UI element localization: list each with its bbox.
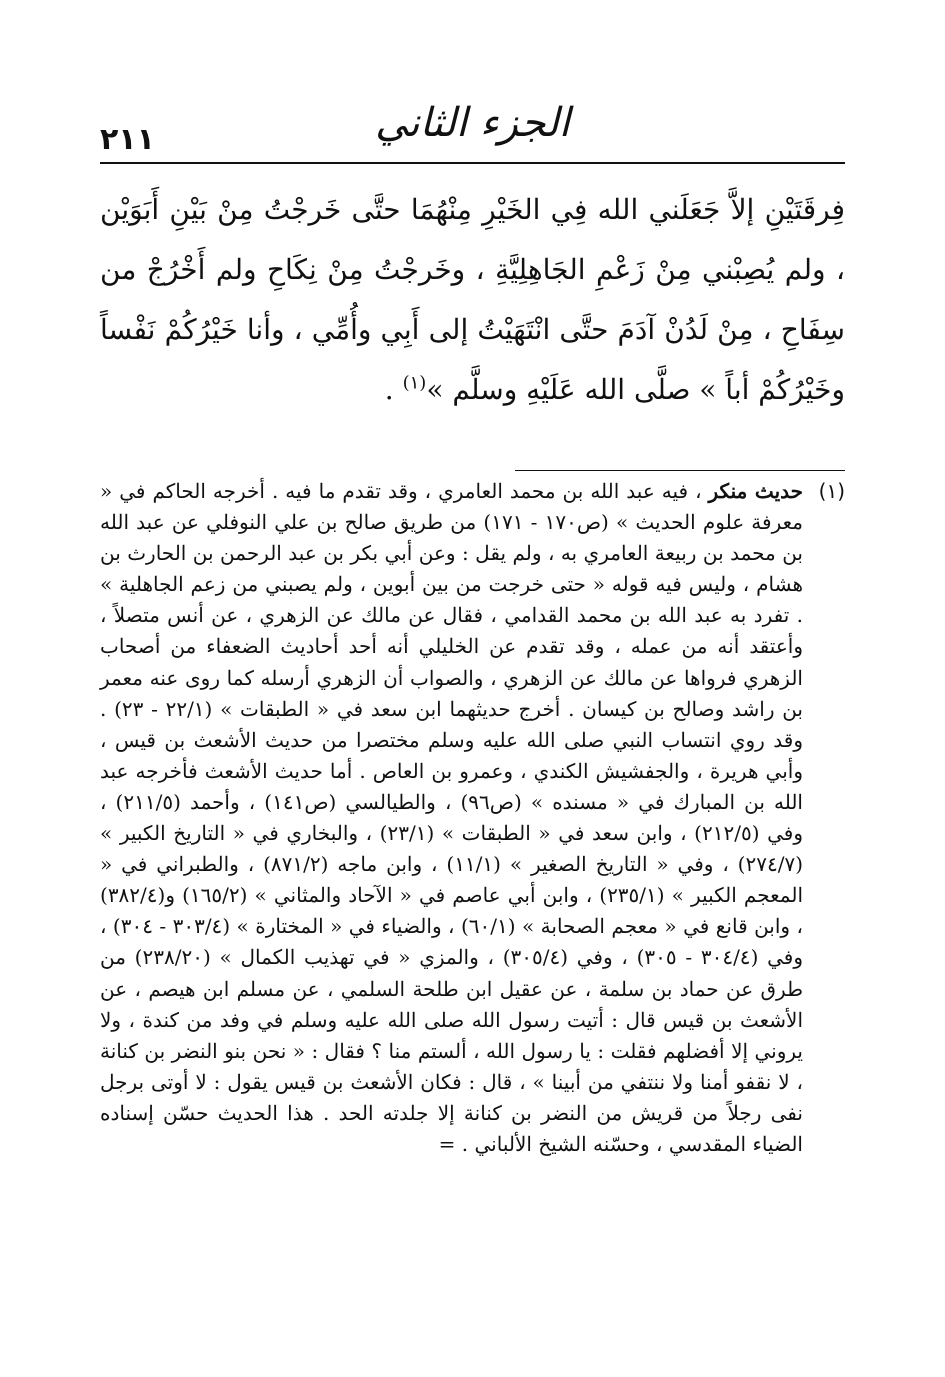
- footnote: [100, 476, 845, 1160]
- footnote-text: ، فيه عبد الله بن محمد العامري ، وقد تقدم ما فيه . أخرجه الحاكم في « معرفة علوم الحديث » (ص١٧٠ - ١٧١) من طريق صالح بن علي النوفلي عن عبد الله بن محمد بن ربيعة العامري به ، ولم يقل : وعن أبي بكر بن عبد الرحمن بن الحارث بن هشام ، وليس فيه قوله « حتى خرجت من بين أبوين ، ولم يصبني من زعم الجاهلية » . تفرد به عبد الله بن محمد القدامي ، فقال عن مالك عن الزهري ، عن أنس متصلاً ، وأعتقد أنه من عمله ، وقد تقدم عن الخليلي أنه أحد أحاديث الضعفاء من أصحاب الزهري فرواها عن مالك عن الزهري ، والصواب أن الزهري أرسله كما روى عنه معمر بن راشد وصالح بن كيسان . أخرج حديثهما ابن سعد في « الطبقات » (٢٢/١ - ٢٣) . وقد روي انتساب النبي صلى الله عليه وسلم مختصرا من حديث الأشعث بن قيس ، وأبي هريرة ، والجفشيش الكندي ، وعمرو بن العاص . أما حديث الأشعث فأخرجه عبد الله بن المبارك في « مسنده » (ص٩٦) ، والطيالسي (ص١٤١) ، وأحمد (٢١١/٥) ، وفي (٢١٢/٥) ، وابن سعد في « الطبقات » (٢٣/١) ، والبخاري في « التاريخ الكبير » (٢٧٤/٧) ، وفي « التاريخ الصغير » (١١/١) ، وابن ماجه (٨٧١/٢) ، والطبراني في « المعجم الكبير » (٢٣٥/١) ، وابن أبي عاصم في « الآحاد والمثاني » (١٦٥/٢) و(٣٨٢/٤) ، وابن قانع في « معجم الصحابة » (٦٠/١) ، والضياء في « المختارة » (٣٠٣/٤ - ٣٠٤) ، وفي (٣٠٤/٤ - ٣٠٥) ، وفي (٣٠٥/٤) ، والمزي « في تهذيب الكمال » (٢٣٨/٢٠) من طرق عن حماد بن سلمة ، عن عقيل ابن طلحة السلمي ، عن مسلم ابن هيصم ، عن الأشعث بن قيس قال : أتيت رسول الله صلى الله عليه وسلم في وفد من كندة ، ولا يروني إلا أفضلهم فقلت : يا رسول الله ، ألستم منا ؟ فقال : « نحن بنو النضر بن كنانة ، لا نقفو أمنا ولا ننتفي من أبينا » ، قال : فكان الأشعث بن قيس يقول : لا أوتى برجل نفى رجلاً من قريش من النضر بن كنانة إلا جلدته الحد . هذا الحديث حسّن إسناده الضياء المقدسي ، وحسّنه الشيخ الألباني . =: [100, 479, 804, 1156]
- main-text: [100, 180, 845, 420]
- running-title: الجزء الثاني: [375, 100, 570, 146]
- footnote-body: [100, 476, 803, 1160]
- main-paragraph: فِرقَتَيْنِ إلاَّ جَعَلَني الله فِي الخَيْرِ مِنْهُمَا حتَّى خَرجْتُ مِنْ بَيْنِ أَبَوَيْن ، ولم يُصِبْني مِنْ زَعْمِ الجَاهِلِيَّةِ ، وخَرجْتُ مِنْ نِكَاحِ ولم أَخْرُجْ من سِفَاحِ ، مِنْ لَدُنْ آدَمَ حتَّى انْتَهَيْتُ إلى أَبِي وأُمِّي ، وأنا خَيْرُكُمْ نَفْساً وخَيْرُكُمْ أباً » صلَّى الله عَلَيْهِ وسلَّم »: [100, 193, 846, 406]
- footnote-reference[interactable]: (١): [402, 372, 427, 394]
- footnote-number: (١): [818, 479, 845, 503]
- main-ending: .: [384, 373, 403, 406]
- header-rule: [100, 162, 845, 164]
- page-number: ٢١١: [100, 122, 155, 157]
- footnote-separator: [515, 470, 845, 471]
- page-header: [100, 100, 845, 160]
- footnote-lead: حديث منكر: [708, 479, 804, 503]
